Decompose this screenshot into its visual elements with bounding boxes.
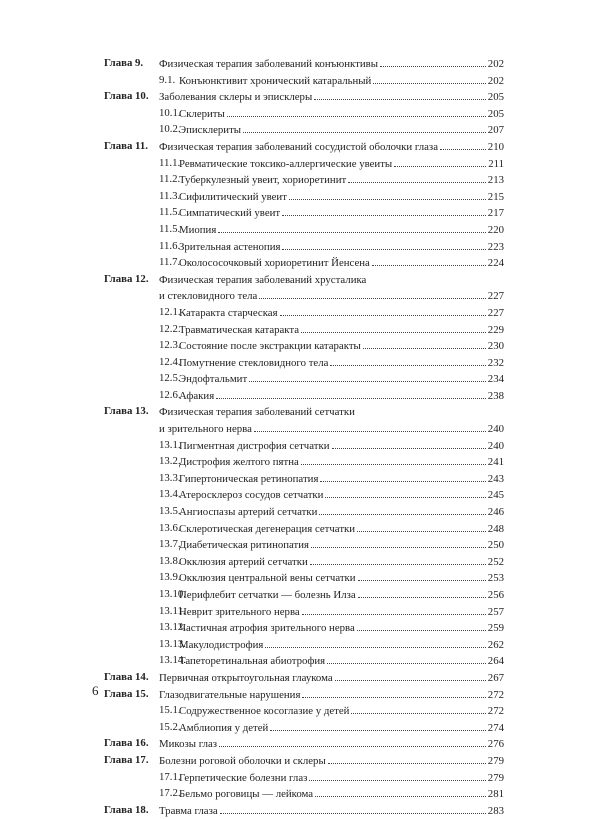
dot-leader bbox=[301, 321, 486, 333]
dot-leader bbox=[259, 287, 485, 299]
entry-title: Катаракта старческая bbox=[179, 306, 278, 319]
entry-page: 213 bbox=[487, 174, 504, 187]
entry-title: Травма глаза bbox=[159, 804, 218, 817]
entry-page: 256 bbox=[487, 589, 504, 601]
entry-page: 240 bbox=[487, 423, 504, 436]
entry-page: 223 bbox=[487, 240, 504, 253]
entry-page: 205 bbox=[487, 107, 504, 120]
section-number: 13.8. bbox=[159, 554, 181, 567]
entry-title: Околососочковый хориоретинит Йенсена bbox=[179, 257, 370, 270]
dot-leader bbox=[325, 486, 485, 498]
section-number: 11.7. bbox=[159, 256, 181, 269]
toc-section-row bbox=[104, 155, 504, 172]
chapter-label: Глава 18. bbox=[104, 803, 149, 816]
dot-leader bbox=[328, 752, 486, 764]
section-number: 11.2. bbox=[159, 173, 181, 186]
dot-leader bbox=[282, 204, 486, 216]
dot-leader bbox=[351, 702, 485, 714]
entry-page: 272 bbox=[487, 688, 504, 701]
entry-page: 202 bbox=[487, 74, 504, 87]
entry-page: 224 bbox=[487, 257, 504, 270]
entry-title: Неврит зрительного нерва bbox=[179, 605, 300, 618]
entry-title: Содружественное косоглазие у детей bbox=[179, 705, 350, 718]
toc-section-row bbox=[104, 437, 504, 454]
entry-page: 283 bbox=[487, 804, 504, 817]
toc-section-row bbox=[104, 337, 504, 354]
entry-title: Туберкулезный увеит, хориоретинит bbox=[179, 174, 347, 187]
entry-page: 215 bbox=[487, 190, 504, 203]
dot-leader bbox=[265, 636, 485, 648]
toc-continuation-row bbox=[104, 420, 504, 437]
entry-title: Конъюнктивит хронический катаральный bbox=[179, 74, 372, 87]
toc-section-row bbox=[104, 171, 504, 188]
toc-section-row bbox=[104, 204, 504, 221]
entry-title: Герпетические болезни глаз bbox=[179, 771, 308, 784]
toc-section-row bbox=[104, 238, 504, 255]
section-number: 13.9. bbox=[159, 571, 181, 584]
dot-leader bbox=[319, 503, 485, 515]
dot-leader bbox=[394, 155, 486, 167]
entry-page: 274 bbox=[487, 721, 504, 734]
chapter-label: Глава 12. bbox=[104, 272, 149, 285]
dot-leader bbox=[301, 453, 486, 465]
entry-title: и стекловидного тела bbox=[159, 290, 258, 303]
toc-section-row bbox=[104, 486, 504, 503]
dot-leader bbox=[218, 221, 485, 233]
entry-page: 232 bbox=[487, 356, 504, 369]
entry-title: Травматическая катаракта bbox=[179, 323, 300, 336]
toc-section-row bbox=[104, 619, 504, 636]
dot-leader bbox=[358, 586, 486, 598]
entry-page: 205 bbox=[487, 91, 504, 104]
entry-page: 207 bbox=[487, 124, 504, 137]
entry-page: 227 bbox=[487, 306, 504, 319]
entry-page: 264 bbox=[487, 655, 504, 668]
dot-leader bbox=[440, 138, 486, 150]
dot-leader bbox=[320, 470, 485, 482]
entry-page: 257 bbox=[487, 605, 504, 618]
entry-title: Симпатический увеит bbox=[179, 207, 281, 220]
chapter-label: Глава 15. bbox=[104, 687, 149, 700]
dot-leader bbox=[249, 370, 486, 382]
entry-page: 281 bbox=[487, 788, 504, 801]
entry-title: Окклюзия артерий сетчатки bbox=[179, 555, 308, 568]
section-number: 17.2. bbox=[159, 787, 181, 800]
section-number: 13.10. bbox=[159, 588, 186, 600]
section-number: 12.6. bbox=[159, 388, 181, 401]
section-number: 13.3. bbox=[159, 471, 181, 484]
entry-title: Помутнение стекловидного тела bbox=[179, 356, 329, 369]
toc-chapter-row bbox=[104, 138, 504, 155]
entry-title: Перифлебит сетчатки — болезнь Илза bbox=[179, 589, 356, 601]
entry-page: 211 bbox=[488, 157, 504, 170]
dot-leader bbox=[358, 569, 486, 581]
section-number: 13.11. bbox=[159, 604, 186, 617]
entry-title: Физическая терапия заболеваний сосудистой оболочки глаза bbox=[159, 140, 438, 153]
toc-section-row bbox=[104, 387, 504, 404]
entry-page: 240 bbox=[487, 439, 504, 452]
chapter-label: Глава 9. bbox=[104, 57, 144, 69]
section-number: 13.2. bbox=[159, 455, 181, 468]
dot-leader bbox=[282, 238, 485, 250]
entry-page: 262 bbox=[487, 638, 504, 651]
entry-page: 279 bbox=[487, 771, 504, 784]
entry-page: 202 bbox=[487, 58, 504, 70]
entry-page: 229 bbox=[487, 323, 504, 336]
entry-title: Ревматические токсико-аллергические увеиты bbox=[179, 157, 393, 170]
entry-page: 241 bbox=[487, 456, 504, 469]
dot-leader bbox=[311, 536, 486, 548]
dot-leader bbox=[357, 619, 486, 631]
dot-leader bbox=[302, 603, 486, 615]
toc-section-row bbox=[104, 503, 504, 520]
toc-section-row bbox=[104, 121, 504, 138]
entry-title: Состояние после экстракции катаракты bbox=[179, 340, 361, 353]
dot-leader bbox=[310, 553, 486, 565]
toc-section-row bbox=[104, 536, 504, 553]
entry-title: Склериты bbox=[179, 107, 225, 120]
dot-leader bbox=[335, 669, 486, 681]
toc-section-row bbox=[104, 636, 504, 653]
section-number: 11.1. bbox=[159, 156, 181, 169]
entry-page: 253 bbox=[487, 572, 504, 585]
chapter-label: Глава 17. bbox=[104, 753, 149, 766]
entry-page: 220 bbox=[487, 223, 504, 236]
entry-title: Частичная атрофия зрительного нерва bbox=[179, 622, 355, 635]
entry-page: 246 bbox=[487, 506, 504, 519]
entry-page: 267 bbox=[487, 671, 504, 684]
entry-page: 238 bbox=[487, 389, 504, 402]
section-number: 15.1. bbox=[159, 704, 181, 717]
toc-chapter-row bbox=[104, 271, 504, 288]
section-number: 13.4. bbox=[159, 488, 181, 501]
entry-title: и зрительного нерва bbox=[159, 423, 252, 436]
toc-section-row bbox=[104, 719, 504, 736]
toc-section-row bbox=[104, 553, 504, 570]
toc-section-row bbox=[104, 652, 504, 669]
toc-chapter-row bbox=[104, 752, 504, 769]
section-number: 13.6. bbox=[159, 521, 181, 534]
entry-title: Пигментная дистрофия сетчатки bbox=[179, 439, 330, 452]
entry-title: Амблиопия у детей bbox=[179, 721, 269, 734]
entry-title: Микозы глаз bbox=[159, 738, 218, 751]
entry-page: 259 bbox=[487, 622, 504, 635]
section-number: 10.2. bbox=[159, 123, 181, 136]
entry-title: Сифилитический увеит bbox=[179, 190, 287, 203]
dot-leader bbox=[330, 354, 485, 366]
chapter-label: Глава 11. bbox=[104, 139, 148, 152]
entry-page: 248 bbox=[487, 522, 504, 535]
entry-title: Эндофтальмит bbox=[179, 373, 248, 386]
toc-section-row bbox=[104, 785, 504, 802]
dot-leader bbox=[289, 188, 486, 200]
entry-page: 252 bbox=[487, 555, 504, 568]
entry-page: 245 bbox=[487, 489, 504, 502]
entry-page: 210 bbox=[487, 140, 504, 153]
dot-leader bbox=[357, 520, 486, 532]
entry-title: Атеросклероз сосудов сетчатки bbox=[179, 489, 324, 502]
entry-title: Афакия bbox=[179, 389, 215, 402]
dot-leader bbox=[220, 802, 486, 814]
dot-leader bbox=[314, 88, 486, 100]
toc-chapter-row bbox=[104, 403, 504, 420]
entry-page: 227 bbox=[487, 290, 504, 303]
entry-title: Первичная открытоугольная глаукома bbox=[159, 671, 333, 684]
toc-chapter-row bbox=[104, 735, 504, 752]
toc-chapter-row bbox=[104, 55, 504, 72]
dot-leader bbox=[332, 437, 486, 449]
entry-page: 243 bbox=[487, 472, 504, 485]
dot-leader bbox=[380, 55, 486, 67]
section-number: 11.6. bbox=[159, 239, 181, 252]
toc-section-row bbox=[104, 304, 504, 321]
entry-title: Эписклериты bbox=[179, 124, 242, 137]
section-number: 13.12. bbox=[159, 621, 186, 634]
chapter-label: Глава 13. bbox=[104, 405, 149, 418]
toc-chapter-row bbox=[104, 686, 504, 703]
toc-section-row bbox=[104, 221, 504, 238]
chapter-label: Глава 14. bbox=[104, 670, 149, 683]
toc-chapter-row bbox=[104, 802, 504, 819]
dot-leader bbox=[327, 652, 486, 664]
section-number: 9.1. bbox=[159, 73, 176, 86]
section-number: 10.1. bbox=[159, 106, 181, 119]
toc-section-row bbox=[104, 520, 504, 537]
section-number: 12.1. bbox=[159, 305, 181, 318]
toc-section-row bbox=[104, 453, 504, 470]
toc-section-row bbox=[104, 569, 504, 586]
table-of-contents bbox=[104, 55, 504, 818]
entry-title: Болезни роговой оболочки и склеры bbox=[159, 754, 326, 767]
section-number: 13.7. bbox=[159, 538, 181, 551]
toc-section-row bbox=[104, 470, 504, 487]
section-number: 12.5. bbox=[159, 372, 181, 385]
toc-section-row bbox=[104, 603, 504, 620]
toc-continuation-row bbox=[104, 287, 504, 304]
chapter-label: Глава 10. bbox=[104, 90, 149, 103]
section-number: 13.5. bbox=[159, 505, 181, 518]
toc-section-row bbox=[104, 72, 504, 89]
entry-title: Физическая терапия заболеваний сетчатки bbox=[159, 406, 355, 419]
entry-title: Окклюзия центральной вены сетчатки bbox=[179, 572, 356, 585]
entry-page: 230 bbox=[487, 340, 504, 353]
entry-page: 279 bbox=[487, 754, 504, 767]
toc-section-row bbox=[104, 188, 504, 205]
entry-title: Дистрофия желтого пятна bbox=[179, 456, 299, 469]
dot-leader bbox=[315, 785, 486, 797]
section-number: 13.1. bbox=[159, 438, 181, 451]
section-number: 15.2. bbox=[159, 720, 181, 733]
dot-leader bbox=[372, 254, 486, 266]
section-number: 12.4. bbox=[159, 355, 181, 368]
toc-section-row bbox=[104, 321, 504, 338]
entry-title: Глазодвигательные нарушения bbox=[159, 688, 301, 701]
dot-leader bbox=[302, 686, 485, 698]
entry-title: Зрительная астенопия bbox=[179, 240, 281, 253]
section-number: 13.14. bbox=[159, 654, 186, 667]
section-number: 17.1. bbox=[159, 770, 181, 783]
entry-title: Диабетическая ритинопатия bbox=[179, 539, 310, 552]
dot-leader bbox=[254, 420, 486, 432]
dot-leader bbox=[270, 719, 485, 731]
entry-page: 217 bbox=[487, 207, 504, 220]
toc-section-row bbox=[104, 370, 504, 387]
entry-title: Физическая терапия заболеваний конъюнктивы bbox=[159, 58, 378, 70]
section-number: 12.3. bbox=[159, 339, 181, 352]
toc-section-row bbox=[104, 769, 504, 786]
toc-section-row bbox=[104, 586, 504, 603]
chapter-label: Глава 16. bbox=[104, 737, 149, 750]
section-number: 11.5. bbox=[159, 222, 181, 235]
dot-leader bbox=[280, 304, 486, 316]
toc-section-row bbox=[104, 105, 504, 122]
entry-page: 234 bbox=[487, 373, 504, 386]
section-number: 12.2. bbox=[159, 322, 181, 335]
dot-leader bbox=[216, 387, 486, 399]
entry-title: Тапеторетинальная абиотрофия bbox=[179, 655, 326, 668]
toc-section-row bbox=[104, 354, 504, 371]
dot-leader bbox=[363, 337, 486, 349]
entry-title: Физическая терапия заболеваний хрусталика bbox=[159, 273, 367, 286]
dot-leader bbox=[219, 735, 486, 747]
section-number: 13.13. bbox=[159, 637, 186, 650]
dot-leader bbox=[227, 105, 486, 117]
entry-title: Макулодистрофия bbox=[179, 638, 264, 651]
section-number: 11.5. bbox=[159, 206, 181, 219]
entry-title: Склеротическая дегенерация сетчатки bbox=[179, 522, 356, 535]
dot-leader bbox=[348, 171, 486, 183]
entry-title: Гипертоническая ретинопатия bbox=[179, 472, 319, 485]
entry-page: 276 bbox=[487, 738, 504, 751]
page-number: 6 bbox=[92, 683, 99, 698]
section-number: 11.3. bbox=[159, 189, 181, 202]
entry-title: Бельмо роговицы — лейкома bbox=[179, 788, 314, 801]
entry-title: Заболевания склеры и эписклеры bbox=[159, 91, 313, 104]
toc-chapter-row bbox=[104, 88, 504, 105]
dot-leader bbox=[309, 769, 485, 781]
toc-chapter-row bbox=[104, 669, 504, 686]
toc-section-row bbox=[104, 254, 504, 271]
entry-title: Ангиоспазы артерий сетчатки bbox=[179, 506, 318, 519]
toc-section-row bbox=[104, 702, 504, 719]
entry-title: Миопия bbox=[179, 223, 217, 236]
dot-leader bbox=[243, 121, 486, 133]
dot-leader bbox=[373, 72, 485, 84]
entry-page: 272 bbox=[487, 705, 504, 718]
entry-page: 250 bbox=[487, 539, 504, 552]
